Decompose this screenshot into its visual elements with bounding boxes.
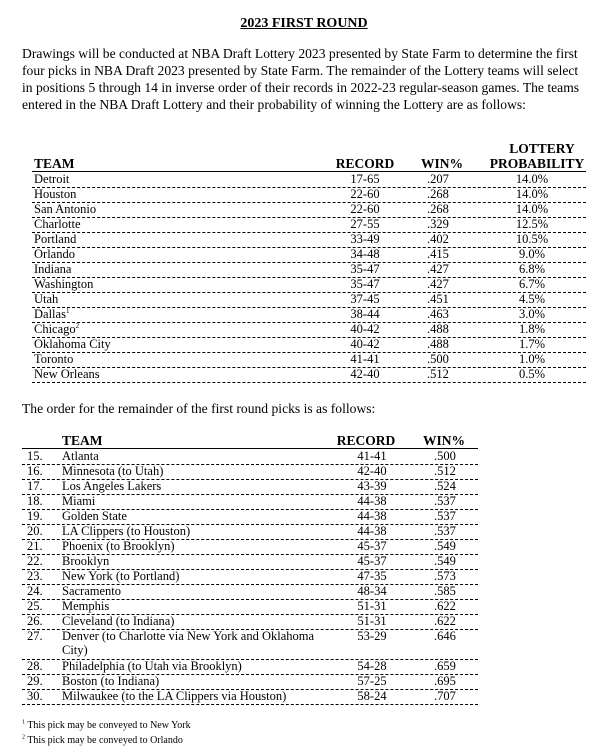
lottery-record: 33-49 — [350, 232, 380, 246]
remainder-win-pct: .549 — [434, 554, 456, 568]
lottery-win-pct: .488 — [427, 322, 449, 336]
remainder-row — [22, 674, 478, 690]
lottery-record: 35-47 — [350, 277, 380, 291]
lottery-header-record: RECORD — [335, 156, 395, 171]
remainder-header-record: RECORD — [336, 433, 396, 448]
lottery-probability: 14.0% — [515, 202, 549, 216]
lottery-record: 34-48 — [350, 247, 380, 261]
remainder-record: 58-24 — [357, 689, 387, 703]
remainder-record: 51-31 — [357, 599, 387, 613]
remainder-header-win: WIN% — [423, 433, 466, 448]
lottery-row — [32, 292, 586, 308]
remainder-team: Memphis — [62, 599, 110, 613]
remainder-row — [22, 449, 478, 465]
lottery-probability: 3.0% — [518, 307, 546, 321]
lottery-header-team: TEAM — [34, 156, 75, 171]
lottery-team: Toronto — [34, 352, 74, 366]
lottery-team: Utah — [34, 292, 59, 306]
lottery-probability: 9.0% — [518, 247, 546, 261]
lottery-row — [32, 322, 586, 338]
lottery-probability: 10.5% — [515, 232, 549, 246]
remainder-row — [22, 599, 478, 615]
pick-number: 21. — [27, 539, 43, 553]
lottery-row — [32, 337, 586, 353]
pick-number: 24. — [27, 584, 43, 598]
lottery-probability: 12.5% — [515, 217, 549, 231]
pick-number: 26. — [27, 614, 43, 628]
remainder-row — [22, 539, 478, 555]
remainder-record: 54-28 — [357, 659, 387, 673]
lottery-record: 42-40 — [350, 367, 380, 381]
lottery-win-pct: .463 — [427, 307, 449, 321]
lottery-team: San Antonio — [34, 202, 97, 216]
lottery-team: Portland — [34, 232, 77, 246]
remainder-record: 48-34 — [357, 584, 387, 598]
lottery-probability: 14.0% — [515, 172, 549, 186]
remainder-team: New York (to Portland) — [62, 569, 180, 583]
pick-number: 27. — [27, 629, 43, 643]
lottery-row — [32, 187, 586, 203]
remainder-win-pct: .646 — [434, 629, 456, 643]
remainder-record: 47-35 — [357, 569, 387, 583]
remainder-row — [22, 479, 478, 495]
lottery-row — [32, 172, 586, 188]
pick-number: 18. — [27, 494, 43, 508]
remainder-record: 45-37 — [357, 554, 387, 568]
footnote-marker: 2 — [75, 321, 80, 330]
remainder-record: 44-38 — [357, 494, 387, 508]
page-title: 2023 FIRST ROUND — [240, 16, 368, 31]
remainder-team: Minnesota (to Utah) — [62, 464, 164, 478]
lottery-row — [32, 367, 586, 383]
pick-number: 22. — [27, 554, 43, 568]
lottery-team: Detroit — [34, 172, 70, 186]
remainder-win-pct: .537 — [434, 524, 456, 538]
remainder-team: Golden State — [62, 509, 127, 523]
lottery-probability: 1.7% — [518, 337, 546, 351]
remainder-header-team: TEAM — [62, 433, 103, 448]
remainder-team: Sacramento — [62, 584, 122, 598]
lottery-win-pct: .268 — [427, 202, 449, 216]
lottery-row — [32, 232, 586, 248]
remainder-win-pct: .512 — [434, 464, 456, 478]
lottery-probability: 14.0% — [515, 187, 549, 201]
lottery-win-pct: .415 — [427, 247, 449, 261]
remainder-win-pct: .500 — [434, 449, 456, 463]
lottery-probability: 0.5% — [518, 367, 546, 381]
lottery-probability: 1.0% — [518, 352, 546, 366]
lottery-probability: 6.7% — [518, 277, 546, 291]
remainder-record: 43-39 — [357, 479, 387, 493]
lottery-win-pct: .427 — [427, 262, 449, 276]
remainder-win-pct: .622 — [434, 614, 456, 628]
lottery-probability: 4.5% — [518, 292, 546, 306]
pick-number: 19. — [27, 509, 43, 523]
remainder-team: Boston (to Indiana) — [62, 674, 160, 688]
lottery-win-pct: .268 — [427, 187, 449, 201]
lottery-win-pct: .207 — [427, 172, 449, 186]
lottery-record: 22-60 — [350, 202, 380, 216]
intro-paragraph: Drawings will be conducted at NBA Draft Lottery 2023 presented by State Farm to determine the first four picks in NBA Draft 2023 presented by State Farm. The remainder of the Lottery teams will select in positions 5 through 14 in inverse order of their records in 2022-23 regular-season games. The teams entered in the NBA Draft Lottery and their probability of winning the Lottery are as follows: — [22, 46, 580, 112]
remainder-win-pct: .659 — [434, 659, 456, 673]
footnote-2: $^2$ This pick may be conveyed to Orlando — [22, 734, 183, 746]
pick-number: 30. — [27, 689, 43, 703]
remainder-row — [22, 689, 478, 705]
pick-number: 23. — [27, 569, 43, 583]
lottery-win-pct: .451 — [427, 292, 449, 306]
remainder-team: Brooklyn — [62, 554, 110, 568]
remainder-win-pct: .622 — [434, 599, 456, 613]
remainder-record: 44-38 — [357, 509, 387, 523]
remainder-record: 44-38 — [357, 524, 387, 538]
lottery-team: Dallas$^1$ — [34, 306, 70, 321]
lottery-row — [32, 307, 586, 323]
lottery-record: 27-55 — [350, 217, 380, 231]
pick-number: 29. — [27, 674, 43, 688]
remainder-row — [22, 569, 478, 585]
remainder-row — [22, 584, 478, 600]
lottery-header-prob-1: LOTTERY — [509, 141, 575, 156]
remainder-team: Miami — [62, 494, 96, 508]
remainder-win-pct: .585 — [434, 584, 456, 598]
lottery-row — [32, 352, 586, 368]
lottery-record: 17-65 — [350, 172, 380, 186]
lottery-probability: 6.8% — [518, 262, 546, 276]
remainder-record: 51-31 — [357, 614, 387, 628]
remainder-team: Cleveland (to Indiana) — [62, 614, 175, 628]
lottery-row — [32, 202, 586, 218]
remainder-row — [22, 614, 478, 630]
pick-number: 28. — [27, 659, 43, 673]
remainder-team: Atlanta — [62, 449, 99, 463]
lottery-record: 41-41 — [350, 352, 380, 366]
lottery-header-win: WIN% — [421, 156, 464, 171]
remainder-row — [22, 629, 478, 660]
remainder-win-pct: .573 — [434, 569, 456, 583]
pick-number: 16. — [27, 464, 43, 478]
remainder-row — [22, 464, 478, 480]
footnote-1: $^1$ This pick may be conveyed to New York — [22, 719, 191, 731]
remainder-row — [22, 659, 478, 675]
remainder-team: Phoenix (to Brooklyn) — [62, 539, 175, 553]
lottery-team: Oklahoma City — [34, 337, 111, 351]
remainder-win-pct: .549 — [434, 539, 456, 553]
remainder-row — [22, 554, 478, 570]
remainder-win-pct: .707 — [434, 689, 456, 703]
remainder-team: Philadelphia (to Utah via Brooklyn) — [62, 659, 242, 673]
pick-number: 25. — [27, 599, 43, 613]
lottery-win-pct: .329 — [427, 217, 449, 231]
remainder-win-pct: .537 — [434, 509, 456, 523]
remainder-win-pct: .524 — [434, 479, 456, 493]
remainder-record: 57-25 — [357, 674, 387, 688]
remainder-record: 41-41 — [357, 449, 387, 463]
lottery-team: Charlotte — [34, 217, 81, 231]
remainder-record: 42-40 — [357, 464, 387, 478]
lottery-win-pct: .512 — [427, 367, 449, 381]
lottery-header-prob-2: PROBABILITY — [489, 156, 585, 171]
lottery-team: Washington — [34, 277, 94, 291]
lottery-win-pct: .402 — [427, 232, 449, 246]
remainder-record: 45-37 — [357, 539, 387, 553]
lottery-row — [32, 262, 586, 278]
lottery-record: 22-60 — [350, 187, 380, 201]
pick-number: 15. — [27, 449, 43, 463]
pick-number: 20. — [27, 524, 43, 538]
lottery-win-pct: .488 — [427, 337, 449, 351]
remainder-row — [22, 509, 478, 525]
lottery-team: Indiana — [34, 262, 72, 276]
pick-number: 17. — [27, 479, 43, 493]
lottery-row — [32, 277, 586, 293]
remainder-row — [22, 524, 478, 540]
remainder-team: Denver (to Charlotte via New York and Oklahoma City) — [62, 629, 315, 657]
lottery-win-pct: .427 — [427, 277, 449, 291]
remainder-team: LA Clippers (to Houston) — [62, 524, 191, 538]
remainder-intro: The order for the remainder of the first round picks is as follows: — [22, 401, 376, 416]
lottery-record: 37-45 — [350, 292, 380, 306]
lottery-row — [32, 247, 586, 263]
lottery-row — [32, 217, 586, 233]
lottery-team: Orlando — [34, 247, 75, 261]
lottery-record: 35-47 — [350, 262, 380, 276]
lottery-record: 40-42 — [350, 337, 380, 351]
lottery-team: Houston — [34, 187, 77, 201]
lottery-team: New Orleans — [34, 367, 100, 381]
lottery-team: Chicago$^2$ — [34, 321, 80, 336]
footnote-marker: 1 — [65, 306, 70, 315]
lottery-record: 40-42 — [350, 322, 380, 336]
remainder-record: 53-29 — [357, 629, 387, 643]
remainder-row — [22, 494, 478, 510]
remainder-win-pct: .695 — [434, 674, 456, 688]
remainder-win-pct: .537 — [434, 494, 456, 508]
lottery-win-pct: .500 — [427, 352, 449, 366]
remainder-team: Los Angeles Lakers — [62, 479, 162, 493]
remainder-team: Milwaukee (to the LA Clippers via Houston) — [62, 689, 287, 703]
lottery-probability: 1.8% — [518, 322, 546, 336]
lottery-record: 38-44 — [350, 307, 380, 321]
